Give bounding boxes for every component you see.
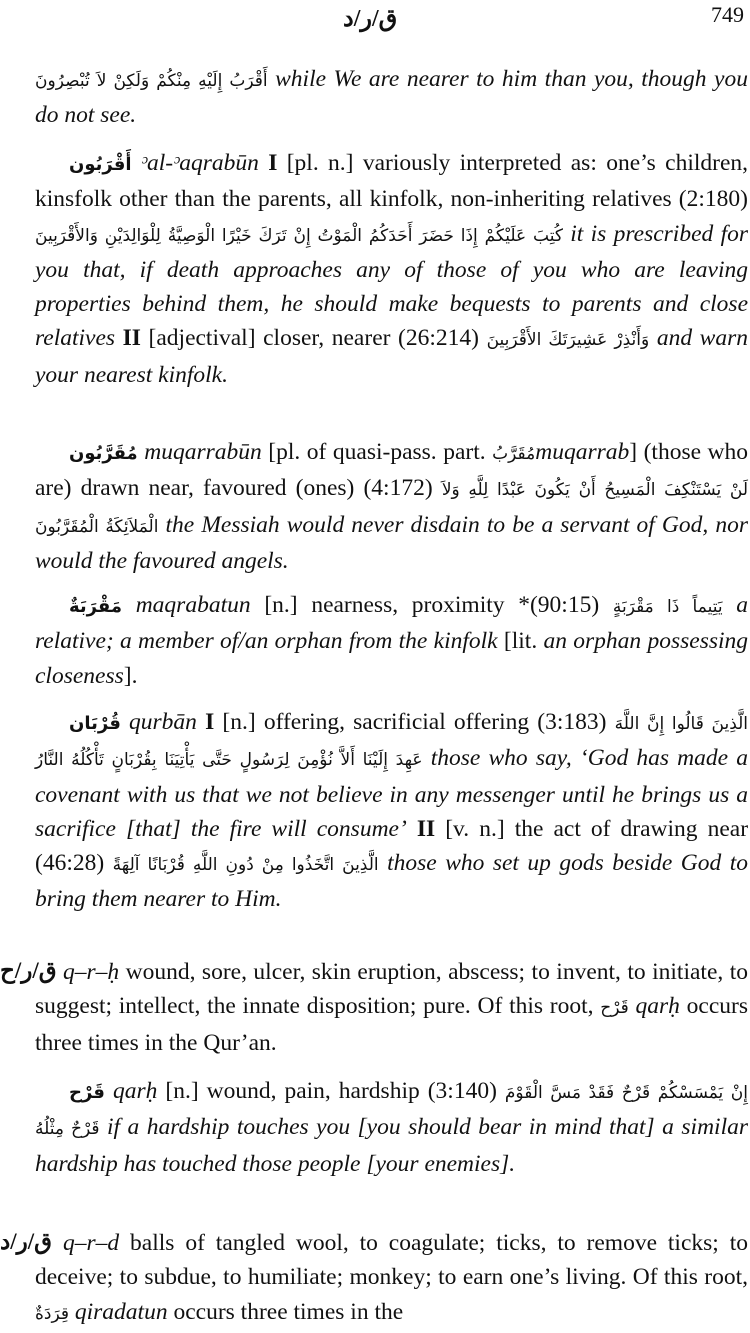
note: [lit. [503, 628, 538, 655]
headword-translit: qurbān [129, 709, 197, 735]
definition: [v. n.] the act of drawing near (46:28) [35, 815, 749, 877]
translation: those who set up gods beside God to bring them nearer to Him. [35, 850, 749, 913]
entry-qurban [35, 705, 748, 917]
term-translit: qarḥ [635, 993, 680, 1020]
arabic-term: مُقَرَّبُ [492, 444, 536, 464]
running-head [0, 2, 750, 32]
arabic-quote: إِنْ يَمْسَسْكُمْ قَرْحٌ فَقَدْ مَسَّ الْقَوْمَ قَرْحٌ مِثْلُهُ [35, 1083, 749, 1140]
definition: balls of tangled wool, to coagulate; ticks, to remove ticks; to deceive; to subdue, to humiliate; monkey; to earn one’s living. Of this root, [35, 1230, 748, 1291]
root-definition [35, 1226, 748, 1331]
definition: occurs three times in the Qur’an. [35, 993, 748, 1056]
entry-al-aqrabun [35, 146, 748, 392]
bracket: ] [629, 439, 638, 465]
root-label: ق/ر/ح [0, 958, 57, 983]
headword-arabic: قُرْبَان [69, 713, 121, 734]
root-header: ق/ر/د [343, 6, 398, 32]
arabic-quote: أَقْرَبُ إِلَيْهِ مِنْكُمْ وَلَكِنْ لاَ تُبْصِرُونَ [35, 71, 268, 91]
headword-arabic: مَقْرَبَةٌ [69, 596, 122, 617]
arabic-quote: يَتِيماً ذَا مَقْرَبَةٍ [612, 597, 723, 617]
arabic-term: قَرْح [600, 998, 629, 1019]
term-translit: muqarrab [535, 439, 630, 465]
bracket: ]. [123, 662, 138, 689]
headword-arabic: أَقْرَبُون [69, 154, 132, 175]
translation: those who say, ‘God has made a covenant with us that we not believe in any messenger until he brings us a sacrifice [that] the fire will consume’ [35, 745, 748, 842]
root-translit: q–r–d [63, 1230, 120, 1256]
entry-muqarrabun [35, 435, 748, 578]
translation: the Messiah would never disdain to be a servant of God, nor would the favoured angels. [35, 511, 748, 574]
definition: occurs three times in the [173, 1298, 404, 1325]
term-translit: qiradatun [74, 1298, 168, 1325]
arabic-quote: لَنْ يَسْتَنْكِفَ الْمَسِيحُ أَنْ يَكُونَ عَبْدًا لِلَّهِ وَلاَ الْمَلاَئِكَةُ الْمُقَرَّبُونَ [35, 480, 749, 537]
definition: wound, sore, ulcer, skin eruption, abscess; to invent, to initiate, to suggest; intellect, the innate disposition; pure. Of this root, [35, 959, 748, 1020]
definition: [pl. n.] variously interpreted as: one’s children, kinsfolk other than the parents, all kinfolk, non-inheriting relatives (2:180) [35, 150, 749, 213]
definition: [n.] wound, pain, hardship (3:140) [165, 1078, 497, 1104]
definition: [pl. of quasi-pass. part. [268, 439, 486, 465]
sense-number: II [122, 325, 141, 352]
translation: and warn your nearest kinfolk. [35, 325, 748, 388]
translation: it is prescribed for you that, if death approaches any of those of you who are leaving properties behind them, he should make bequests to parents and close relatives [35, 220, 748, 352]
root-label: ق/ر/د [0, 1229, 52, 1254]
headword-arabic: مُقَرَّبُون [69, 443, 138, 464]
headword-translit: qarḥ [112, 1078, 158, 1104]
definition: [n.] offering, sacrificial offering (3:183) [222, 709, 607, 735]
arabic-quote: الَّذِينَ قَالُوا إِنَّ اللَّهَ عَهِدَ إِلَيْنَا أَلاَّ نُؤْمِنَ لِرَسُولٍ حَتَّى يَأْتِيَنَا بِقُرْبَانٍ تَأْكُلُهُ النَّارُ [35, 714, 749, 771]
sense-number: I [205, 709, 215, 735]
arabic-quote: الَّذِينَ اتَّخَذُوا مِنْ دُونِ اللَّهِ قُرْبَانًا آلِهَةً [112, 855, 379, 876]
definition: [n.] nearness, proximity *(90:15) [264, 592, 600, 618]
literal-translation: an orphan possessing closeness [35, 628, 749, 689]
translation: if a hardship touches you [you should bear in mind that] a similar hardship has touched those people [your enemies]. [35, 1114, 748, 1177]
translation: while We are nearer to him than you, though you do not see. [35, 66, 748, 129]
definition: [adjectival] closer, nearer (26:214) [148, 325, 479, 352]
arabic-quote: وَأَنْذِرْ عَشِيرَتَكَ الأَقْرَبِينَ [486, 330, 650, 351]
verse-continuation [35, 62, 748, 133]
definition: (those who are) drawn near, favoured (ones) (4:172) [35, 439, 749, 502]
headword-arabic: قَرْح [69, 1082, 105, 1103]
sense-number: I [268, 150, 278, 176]
page-number: 749 [711, 2, 744, 27]
entry-maqrabatun [35, 588, 748, 693]
root-translit: q–r–ḥ [63, 959, 120, 985]
headword-translit: muqarrabūn [144, 439, 262, 465]
arabic-quote: كُتِبَ عَلَيْكُمْ إِذَا حَضَرَ أَحَدَكُمُ الْمَوْتُ إِنْ تَرَكَ خَيْرًا الْوَصِيَّةُ لِلْوَالِدَيْنِ وَالأَقْرَبِينَ [35, 225, 563, 246]
entry-qarh [35, 1074, 748, 1181]
sense-number: II [416, 815, 436, 842]
root-definition [35, 955, 748, 1060]
headword-translit: ᵓal-ᵓaqrabūn [140, 150, 259, 176]
translation: a relative; a member of/an orphan from the kinfolk [35, 592, 749, 655]
arabic-term: قِرَدَةٌ [35, 1303, 69, 1324]
headword-translit: maqrabatun [135, 592, 251, 618]
